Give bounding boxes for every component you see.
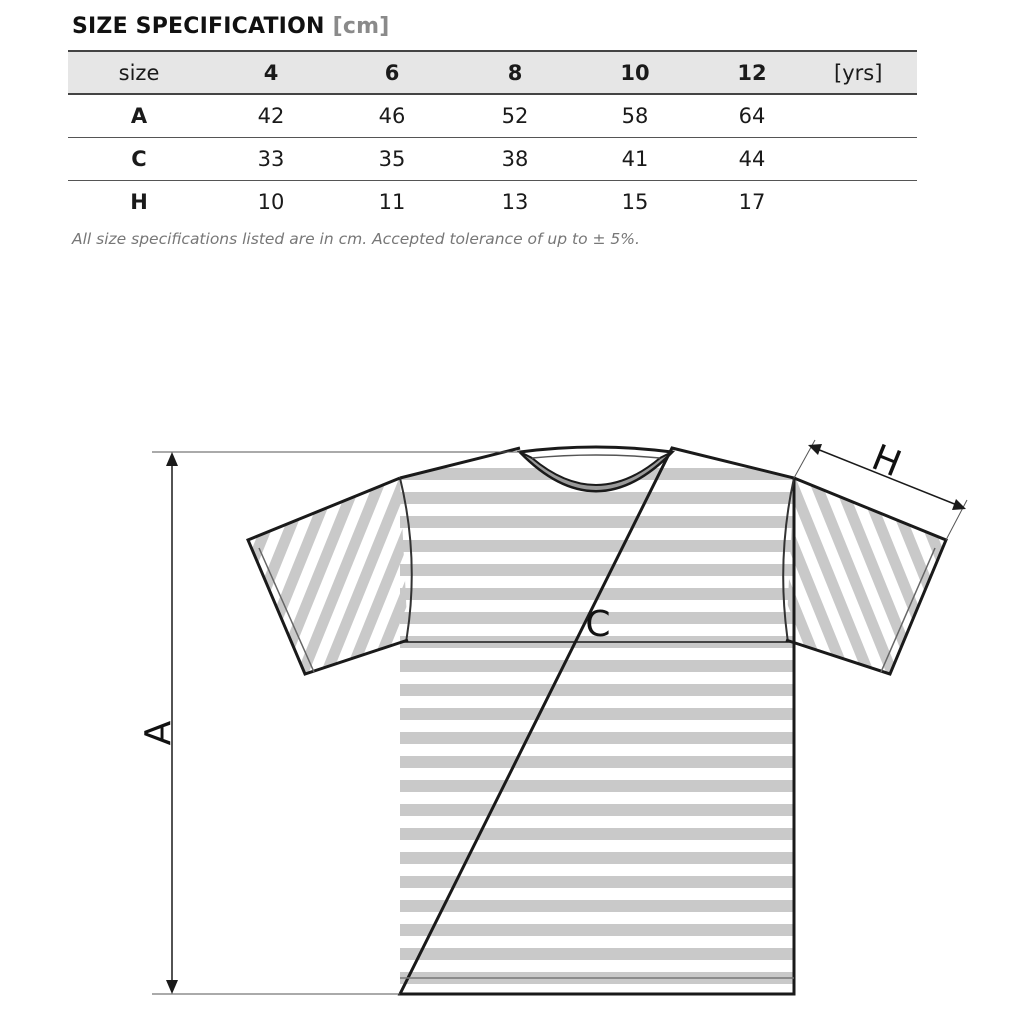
header-size-10: 10 — [620, 60, 650, 85]
tolerance-note: All size specifications listed are in cm. Accepted tolerance of up to ± 5%. — [72, 230, 640, 248]
body-stripe — [398, 948, 798, 960]
label-h: H — [866, 437, 907, 486]
sleeve-stripe — [190, 371, 358, 765]
sleeve-stripe — [129, 347, 297, 741]
body-stripe — [398, 660, 798, 672]
row-label-h: H — [130, 189, 148, 214]
sleeve-stripe — [817, 380, 985, 774]
table-cell: 11 — [378, 189, 406, 214]
body-stripe — [398, 756, 798, 768]
body-stripe — [398, 804, 798, 816]
sleeve-stripe — [858, 363, 1024, 757]
height-arrow-top — [166, 452, 178, 466]
height-arrow-bottom — [166, 980, 178, 994]
body-stripe — [398, 924, 798, 936]
sleeve-arrow-right — [952, 499, 966, 510]
table-cell: 44 — [738, 146, 766, 171]
sleeve-stripe — [776, 396, 944, 790]
sleeve-stripe — [899, 347, 1024, 741]
body-stripe — [398, 708, 798, 720]
sleeve-stripe — [210, 380, 378, 774]
header-size-4: 4 — [263, 60, 279, 85]
body-stripe — [398, 492, 798, 504]
sleeve-stripe — [231, 388, 399, 782]
header-size-12: 12 — [737, 60, 767, 85]
row-label-a: A — [130, 103, 148, 128]
body-stripe — [398, 900, 798, 912]
label-c: C — [585, 604, 611, 645]
table-cell: 13 — [501, 189, 529, 214]
table-cell: 33 — [257, 146, 285, 171]
header-size-label: size — [118, 60, 160, 85]
body-stripes — [398, 468, 798, 984]
sleeve-stripe — [109, 338, 277, 732]
table-cell: 38 — [501, 146, 529, 171]
table-cell: 17 — [738, 189, 766, 214]
sleeve-stripe — [837, 372, 1005, 766]
body-stripe — [398, 852, 798, 864]
header-unit: [yrs] — [834, 60, 883, 85]
row-label-c: C — [131, 146, 147, 171]
sleeve-stripe — [149, 355, 317, 749]
table-cell: 35 — [378, 146, 406, 171]
title-unit: [cm] — [332, 14, 390, 39]
table-cell: 64 — [738, 103, 766, 128]
body-stripe — [398, 684, 798, 696]
body-stripe — [398, 516, 798, 528]
body-stripe — [398, 540, 798, 552]
table-cell: 58 — [621, 103, 649, 128]
header-size-8: 8 — [507, 60, 523, 85]
body-stripe — [398, 564, 798, 576]
table-cell: 10 — [257, 189, 285, 214]
table-cell: 41 — [621, 146, 649, 171]
tshirt-body-outline — [400, 448, 794, 994]
table-cell: 15 — [621, 189, 649, 214]
sleeve-stripe — [251, 396, 419, 790]
table-cell: 46 — [378, 103, 406, 128]
body-stripe — [398, 732, 798, 744]
sleeve-stripe — [170, 363, 338, 757]
label-a: A — [138, 720, 179, 746]
header-size-6: 6 — [384, 60, 400, 85]
sleeve-stripe — [878, 355, 1024, 749]
title-text: SIZE SPECIFICATION — [72, 14, 325, 39]
table-cell: 42 — [257, 103, 285, 128]
body-stripe — [398, 780, 798, 792]
body-stripe — [398, 828, 798, 840]
table-cell: 52 — [501, 103, 529, 128]
